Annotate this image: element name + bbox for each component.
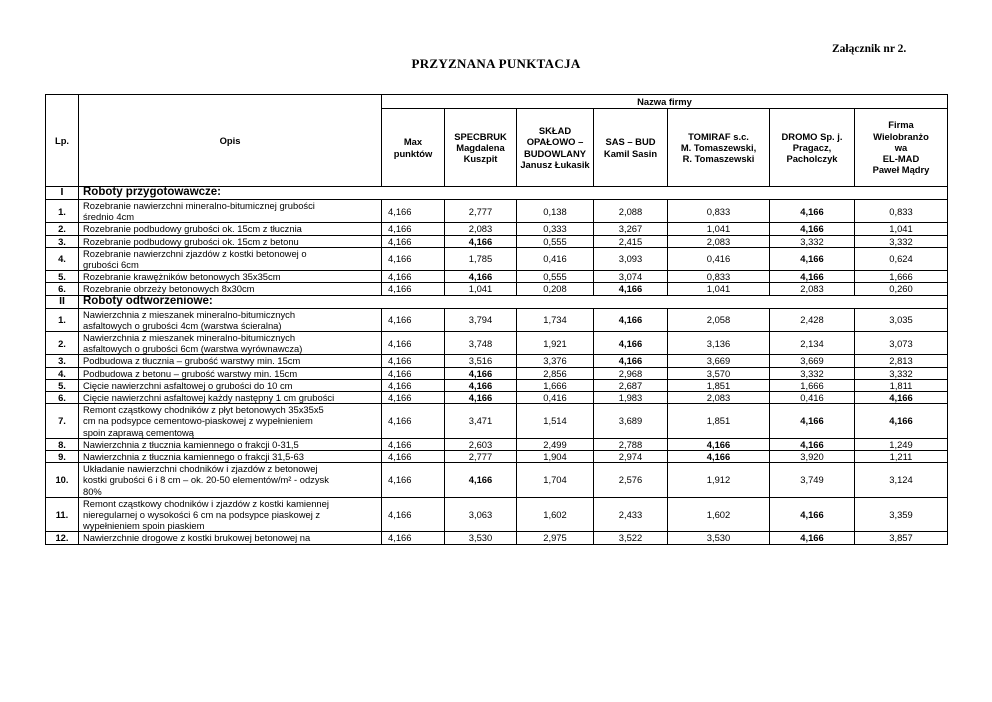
header-nazwa-firmy: Nazwa firmy [382, 95, 948, 109]
table-body [46, 187, 948, 545]
row-max-points: 4,166 [382, 223, 445, 235]
score-firm-5: 3,749 [770, 463, 855, 498]
score-firm-6: 4,166 [855, 404, 948, 439]
text-line: Pacholczyk [786, 153, 838, 165]
text-line: Max [403, 136, 423, 148]
score-firm-1: 4,166 [445, 235, 517, 247]
row-description [79, 497, 382, 532]
score-firm-1: 1,785 [445, 247, 517, 270]
score-firm-2: 0,416 [517, 392, 594, 404]
text-line: SAS – BUD [605, 136, 656, 148]
table-row [46, 451, 948, 463]
score-firm-2: 1,704 [517, 463, 594, 498]
row-max-points: 4,166 [382, 463, 445, 498]
score-firm-6: 0,833 [855, 200, 948, 223]
row-description [79, 308, 382, 331]
score-firm-2: 0,555 [517, 271, 594, 283]
score-firm-4: 3,530 [668, 532, 770, 544]
text-line: SPECBRUK [454, 130, 507, 142]
score-firm-3: 2,974 [594, 451, 668, 463]
section-number: II [46, 295, 79, 308]
score-firm-6: 1,211 [855, 451, 948, 463]
text-line: SKŁAD [538, 125, 572, 137]
table-row [46, 463, 948, 498]
text-line: Nawierzchnie drogowe z kostki brukowej betonowej na [83, 532, 311, 544]
row-description [79, 355, 382, 367]
text-line: Nawierzchnia z tłucznia kamiennego o frakcji 31,5-63 [83, 451, 304, 463]
score-firm-1: 3,748 [445, 332, 517, 355]
table-row [46, 404, 948, 439]
row-max-points: 4,166 [382, 451, 445, 463]
table-row [46, 247, 948, 270]
score-firm-3: 4,166 [594, 355, 668, 367]
row-number: 3. [46, 355, 79, 367]
score-firm-3: 2,576 [594, 463, 668, 498]
text-line: Pragacz, [792, 141, 832, 153]
score-firm-5: 4,166 [770, 271, 855, 283]
table-row [46, 332, 948, 355]
row-description [79, 235, 382, 247]
score-firm-4: 2,058 [668, 308, 770, 331]
text-line: Podbudowa z betonu – grubość warstwy min. 15cm [83, 367, 298, 379]
score-firm-1: 3,794 [445, 308, 517, 331]
score-firm-6: 3,332 [855, 235, 948, 247]
row-description [79, 223, 382, 235]
row-number: 4. [46, 247, 79, 270]
score-firm-3: 3,267 [594, 223, 668, 235]
row-max-points: 4,166 [382, 235, 445, 247]
table-row [46, 392, 948, 404]
score-firm-3: 2,433 [594, 497, 668, 532]
score-firm-2: 0,416 [517, 247, 594, 270]
score-firm-6: 3,332 [855, 367, 948, 379]
table-row [46, 271, 948, 283]
score-firm-2: 1,904 [517, 451, 594, 463]
row-description [79, 247, 382, 270]
score-firm-5: 2,428 [770, 308, 855, 331]
table-row [46, 223, 948, 235]
score-firm-1: 3,530 [445, 532, 517, 544]
score-firm-4: 0,833 [668, 271, 770, 283]
table-row [46, 235, 948, 247]
row-number: 5. [46, 271, 79, 283]
score-firm-3: 4,166 [594, 308, 668, 331]
row-description [79, 392, 382, 404]
text-line: Podbudowa z tłucznia – grubość warstwy min. 15cm [83, 355, 301, 367]
score-firm-4: 3,570 [668, 367, 770, 379]
row-max-points: 4,166 [382, 532, 445, 544]
text-line: Wielobranżo [873, 130, 929, 142]
score-firm-4: 1,851 [668, 379, 770, 391]
score-firm-5: 0,416 [770, 392, 855, 404]
row-max-points: 4,166 [382, 308, 445, 331]
row-number: 2. [46, 223, 79, 235]
header-firm-4 [668, 109, 770, 187]
score-firm-5: 4,166 [770, 247, 855, 270]
score-firm-6: 3,124 [855, 463, 948, 498]
row-description [79, 438, 382, 450]
row-number: 3. [46, 235, 79, 247]
score-firm-1: 1,041 [445, 283, 517, 295]
text-line: Układanie nawierzchni chodników i zjazdów z betonowej [83, 463, 318, 475]
score-firm-2: 0,555 [517, 235, 594, 247]
text-line: punktów [393, 147, 433, 159]
score-firm-4: 0,416 [668, 247, 770, 270]
score-firm-4: 2,083 [668, 235, 770, 247]
text-line: Rozebranie podbudowy grubości ok. 15cm z tłucznia [83, 223, 302, 235]
score-firm-1: 4,166 [445, 379, 517, 391]
row-number: 8. [46, 438, 79, 450]
score-firm-3: 2,415 [594, 235, 668, 247]
score-firm-1: 3,471 [445, 404, 517, 439]
score-firm-4: 1,851 [668, 404, 770, 439]
text-line: Cięcie nawierzchni asfaltowej każdy następny 1 cm grubości [83, 392, 335, 404]
header-lp: Lp. [46, 95, 79, 187]
text-line: Remont cząstkowy chodników z płyt betonowych 35x35x5 [83, 404, 324, 416]
row-description [79, 379, 382, 391]
table-row [46, 438, 948, 450]
page-title: PRZYZNANA PUNKTACJA [411, 56, 581, 71]
score-firm-1: 3,516 [445, 355, 517, 367]
row-max-points: 4,166 [382, 247, 445, 270]
text-line: TOMIRAF s.c. [688, 130, 749, 142]
row-max-points: 4,166 [382, 497, 445, 532]
score-firm-6: 1,249 [855, 438, 948, 450]
header-firm-3 [594, 109, 668, 187]
score-firm-1: 3,063 [445, 497, 517, 532]
score-firm-4: 3,669 [668, 355, 770, 367]
score-firm-4: 0,833 [668, 200, 770, 223]
table-row [46, 200, 948, 223]
row-max-points: 4,166 [382, 392, 445, 404]
row-max-points: 4,166 [382, 200, 445, 223]
header-opis: Opis [79, 95, 382, 187]
row-number: 9. [46, 451, 79, 463]
score-firm-5: 3,332 [770, 235, 855, 247]
text-line: Janusz Łukasik [520, 158, 590, 170]
row-number: 11. [46, 497, 79, 532]
score-firm-3: 2,088 [594, 200, 668, 223]
header-max-points [382, 109, 445, 187]
table-row [46, 532, 948, 544]
text-line: cm na podsypce cementowo-piaskowej z wypełnieniem [83, 415, 313, 427]
score-firm-4: 2,083 [668, 392, 770, 404]
row-max-points: 4,166 [382, 271, 445, 283]
row-description [79, 532, 382, 544]
row-description [79, 200, 382, 223]
row-number: 5. [46, 379, 79, 391]
text-line: wypełnieniem spoin piaskiem [83, 520, 205, 532]
score-firm-4: 3,136 [668, 332, 770, 355]
score-firm-4: 4,166 [668, 438, 770, 450]
row-number: 1. [46, 308, 79, 331]
score-firm-4: 4,166 [668, 451, 770, 463]
score-firm-2: 2,499 [517, 438, 594, 450]
score-firm-1: 2,777 [445, 200, 517, 223]
text-line: wa [894, 141, 908, 153]
header-firm-5 [770, 109, 855, 187]
scoring-table [45, 94, 948, 545]
row-number: 6. [46, 392, 79, 404]
score-firm-1: 4,166 [445, 271, 517, 283]
score-firm-2: 3,376 [517, 355, 594, 367]
score-firm-3: 3,093 [594, 247, 668, 270]
section-title: Roboty odtworzeniowe: [79, 295, 948, 308]
score-firm-2: 1,666 [517, 379, 594, 391]
score-firm-1: 4,166 [445, 392, 517, 404]
score-firm-2: 1,514 [517, 404, 594, 439]
score-firm-5: 3,332 [770, 367, 855, 379]
row-max-points: 4,166 [382, 355, 445, 367]
score-firm-3: 3,689 [594, 404, 668, 439]
row-number: 10. [46, 463, 79, 498]
text-line: EL-MAD [882, 153, 920, 165]
text-line: nieregularnej o wysokości 6 cm na podsypce piaskowej z [83, 509, 321, 521]
text-line: Remont cząstkowy chodników i zjazdów z kostki kamiennej [83, 497, 329, 509]
row-max-points: 4,166 [382, 367, 445, 379]
score-firm-1: 4,166 [445, 463, 517, 498]
text-line: DROMO Sp. j. [781, 130, 843, 142]
score-firm-5: 1,666 [770, 379, 855, 391]
row-description [79, 283, 382, 295]
score-firm-6: 0,260 [855, 283, 948, 295]
row-max-points: 4,166 [382, 332, 445, 355]
text-line: Rozebranie nawierzchni mineralno-bitumicznej grubości [83, 200, 315, 211]
table-row [46, 379, 948, 391]
score-firm-6: 1,041 [855, 223, 948, 235]
score-firm-2: 2,856 [517, 367, 594, 379]
table-row [46, 355, 948, 367]
score-firm-5: 3,920 [770, 451, 855, 463]
score-firm-5: 2,134 [770, 332, 855, 355]
text-line: średnio 4cm [83, 211, 135, 223]
text-line: BUDOWLANY [524, 147, 586, 159]
text-line: Cięcie nawierzchni asfaltowej o grubości do 10 cm [83, 379, 293, 391]
header-row-top [46, 95, 948, 109]
text-line: asfaltowych o grubości 4cm (warstwa ścieralna) [83, 319, 282, 331]
score-firm-5: 4,166 [770, 438, 855, 450]
row-number: 12. [46, 532, 79, 544]
score-firm-4: 1,041 [668, 283, 770, 295]
row-description [79, 367, 382, 379]
score-firm-1: 4,166 [445, 367, 517, 379]
annex-label: Załącznik nr 2. [832, 43, 907, 55]
text-line: grubości 6cm [83, 259, 139, 271]
score-firm-2: 1,734 [517, 308, 594, 331]
table-row [46, 367, 948, 379]
table-row [46, 497, 948, 532]
text-line: R. Tomaszewski [682, 153, 755, 165]
score-firm-4: 1,912 [668, 463, 770, 498]
row-description [79, 271, 382, 283]
row-max-points: 4,166 [382, 438, 445, 450]
text-line: Rozebranie podbudowy grubości ok. 15cm z betonu [83, 235, 299, 247]
score-firm-6: 3,359 [855, 497, 948, 532]
text-line: Paweł Mądry [872, 164, 930, 176]
text-line: Kamil Sasin [603, 147, 658, 159]
row-description [79, 404, 382, 439]
score-firm-2: 2,975 [517, 532, 594, 544]
score-firm-1: 2,083 [445, 223, 517, 235]
score-firm-5: 4,166 [770, 404, 855, 439]
score-firm-1: 2,777 [445, 451, 517, 463]
header-firm-1 [445, 109, 517, 187]
score-firm-6: 2,813 [855, 355, 948, 367]
row-description [79, 332, 382, 355]
text-line: Nawierzchnia z tłucznia kamiennego o frakcji 0-31,5 [83, 438, 299, 450]
score-firm-3: 1,983 [594, 392, 668, 404]
row-max-points: 4,166 [382, 379, 445, 391]
row-max-points: 4,166 [382, 404, 445, 439]
text-line: OPAŁOWO – [526, 136, 584, 148]
text-line: Rozebranie krawężników betonowych 35x35cm [83, 271, 281, 283]
header-firm-6 [855, 109, 948, 187]
score-firm-6: 3,857 [855, 532, 948, 544]
score-firm-5: 4,166 [770, 532, 855, 544]
section-title: Roboty przygotowawcze: [79, 187, 948, 200]
score-firm-6: 4,166 [855, 392, 948, 404]
section-row [46, 295, 948, 308]
score-firm-6: 1,666 [855, 271, 948, 283]
score-firm-4: 1,602 [668, 497, 770, 532]
score-firm-2: 1,602 [517, 497, 594, 532]
text-line: Rozebranie nawierzchni zjazdów z kostki betonowej o [83, 247, 307, 259]
row-max-points: 4,166 [382, 283, 445, 295]
text-line: Rozebranie obrzeży betonowych 8x30cm [83, 283, 255, 295]
section-row [46, 187, 948, 200]
score-firm-6: 1,811 [855, 379, 948, 391]
score-firm-5: 4,166 [770, 497, 855, 532]
score-firm-3: 4,166 [594, 283, 668, 295]
text-line: Nawierzchnia z mieszanek mineralno-bitumicznych [83, 332, 296, 344]
row-number: 7. [46, 404, 79, 439]
score-firm-3: 2,968 [594, 367, 668, 379]
score-firm-2: 0,208 [517, 283, 594, 295]
text-line: 80% [83, 485, 102, 497]
score-firm-2: 1,921 [517, 332, 594, 355]
text-line: kostki grubości 6 i 8 cm – ok. 20-50 elementów/m² - odzysk [83, 474, 329, 486]
score-firm-2: 0,138 [517, 200, 594, 223]
score-firm-1: 2,603 [445, 438, 517, 450]
text-line: Magdalena [456, 141, 505, 153]
header-firm-2 [517, 109, 594, 187]
row-number: 6. [46, 283, 79, 295]
text-line: M. Tomaszewski, [680, 141, 757, 153]
row-description [79, 451, 382, 463]
score-firm-3: 3,522 [594, 532, 668, 544]
text-line: asfaltowych o grubości 6cm (warstwa wyrównawcza) [83, 343, 303, 355]
score-firm-5: 4,166 [770, 200, 855, 223]
text-line: Nawierzchnia z mieszanek mineralno-bitumicznych [83, 308, 296, 320]
table-row [46, 308, 948, 331]
score-firm-3: 3,074 [594, 271, 668, 283]
text-line: spoin zaprawą cementową [83, 426, 194, 438]
score-firm-6: 3,073 [855, 332, 948, 355]
score-firm-3: 4,166 [594, 332, 668, 355]
score-firm-6: 3,035 [855, 308, 948, 331]
score-firm-2: 0,333 [517, 223, 594, 235]
table-row [46, 283, 948, 295]
score-firm-3: 2,788 [594, 438, 668, 450]
text-line: Firma [888, 119, 914, 131]
score-firm-3: 2,687 [594, 379, 668, 391]
score-firm-5: 2,083 [770, 283, 855, 295]
score-firm-4: 1,041 [668, 223, 770, 235]
score-firm-6: 0,624 [855, 247, 948, 270]
section-number: I [46, 187, 79, 200]
score-firm-5: 4,166 [770, 223, 855, 235]
row-description [79, 463, 382, 498]
text-line: Kuszpit [463, 153, 498, 165]
score-firm-5: 3,669 [770, 355, 855, 367]
row-number: 2. [46, 332, 79, 355]
row-number: 4. [46, 367, 79, 379]
row-number: 1. [46, 200, 79, 223]
